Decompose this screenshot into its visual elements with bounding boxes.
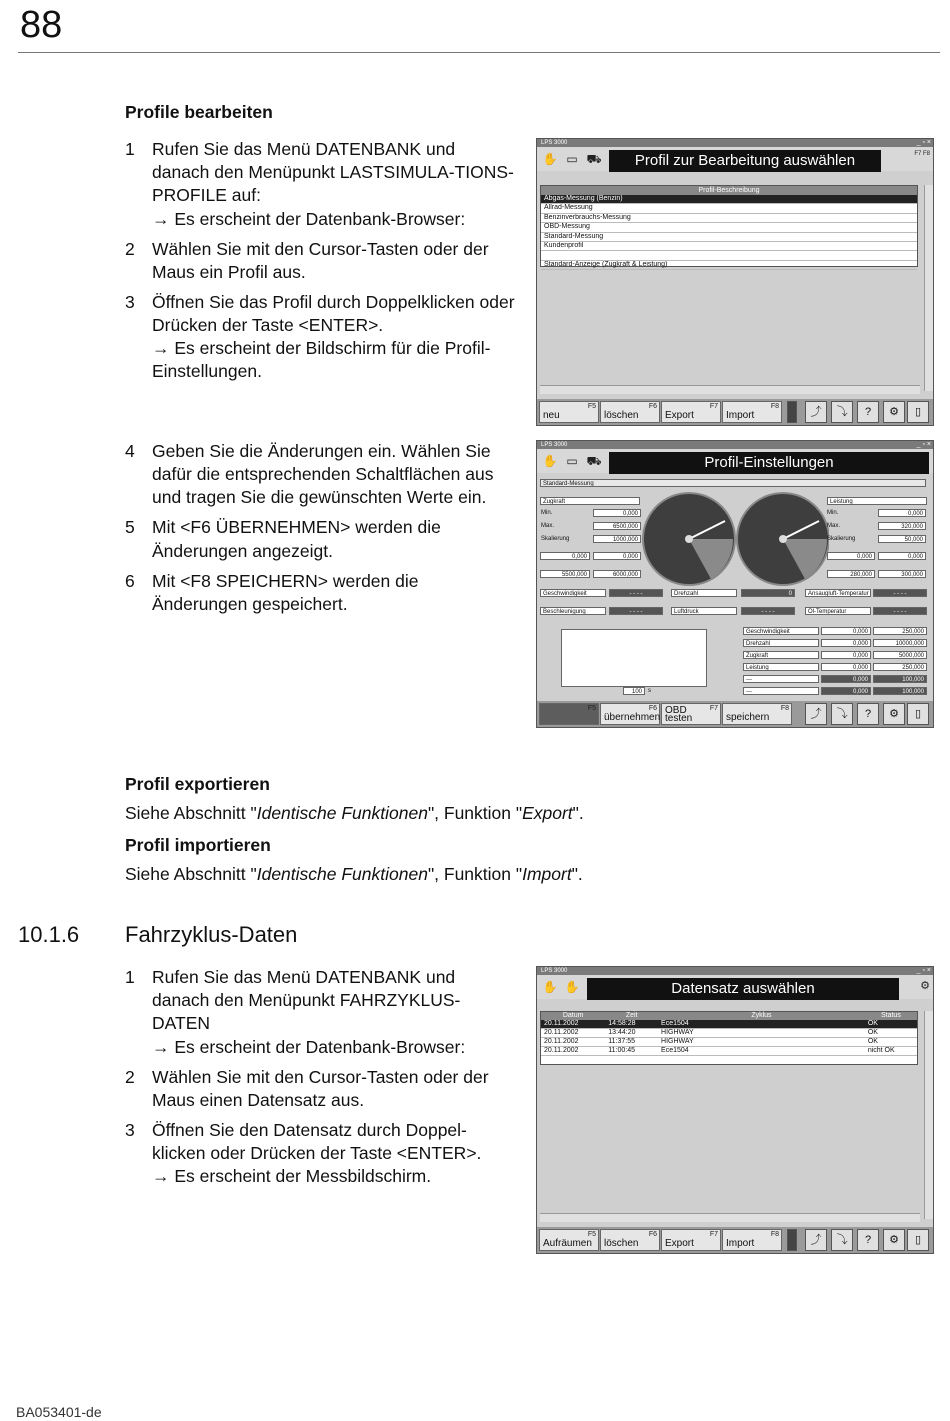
step-text: Öffnen Sie das Profil durch Doppelklicken oder Drücken der Taste <ENTER>. — [152, 291, 515, 336]
arrow-icon[interactable]: ⤴ — [805, 703, 827, 725]
hand-icon[interactable]: ✋ — [542, 152, 558, 166]
left-range-a[interactable]: 0,000 — [540, 552, 590, 560]
indicator-select[interactable]: Geschwindigkeit — [540, 589, 606, 597]
step-text: Öffnen Sie den Datensatz durch Doppel-klicken oder Drücken der Taste <ENTER>. — [152, 1119, 482, 1164]
table-cell: 14:58:28 — [605, 1020, 658, 1029]
step-text: Geben Sie die Änderungen ein. Wählen Sie dafür die entsprechenden Schaltflächen aus und tragen Sie die gewünschten Werte ein. — [152, 441, 494, 508]
import-text — [125, 864, 583, 885]
indicator-select[interactable]: Ansaugluft-Temperatur — [805, 589, 871, 597]
page-number: 88 — [20, 4, 63, 46]
arrow-icon[interactable]: ⤵ — [831, 1229, 853, 1251]
channel-select[interactable]: Geschwindigkeit — [743, 627, 819, 635]
fkey-delete-button[interactable] — [600, 1229, 660, 1251]
screen-title: Profil-Einstellungen — [609, 452, 929, 474]
right-min-input[interactable]: 0,000 — [878, 509, 926, 517]
help-icon[interactable]: ? — [857, 1229, 879, 1251]
exit-icon[interactable]: ▯ — [907, 703, 929, 725]
tools-icon[interactable]: ⚙ — [883, 401, 905, 423]
table-cell: 20.11.2002 — [541, 1038, 605, 1047]
car-icon[interactable]: ⛟ — [586, 454, 602, 468]
column-header[interactable]: Datum — [541, 1012, 605, 1020]
channel-max[interactable]: 5000,000 — [873, 651, 927, 659]
indicator-select[interactable]: Beschleunigung — [540, 607, 606, 615]
profile-list[interactable] — [540, 185, 918, 267]
gauges-graphic — [641, 491, 829, 587]
scale-label: Skalierung — [827, 536, 856, 542]
italic-ref: Identische Funktionen — [256, 864, 428, 884]
screen-title: Profil zur Bearbeitung auswählen — [609, 150, 881, 172]
vertical-scrollbar[interactable] — [924, 185, 933, 391]
scale-label: Skalierung — [541, 536, 570, 542]
arrow-icon[interactable]: ⤵ — [831, 703, 853, 725]
step-number: 6 — [125, 570, 135, 591]
app-name: LPS 3000 — [541, 442, 568, 448]
export-heading: Profil exportieren — [125, 774, 270, 794]
arrow-icon[interactable]: ⤵ — [831, 401, 853, 423]
table-cell: 20.11.2002 — [541, 1029, 605, 1038]
channel-max[interactable]: 100,000 — [873, 675, 927, 683]
fkey-number: F7 — [709, 705, 718, 712]
fkey-label: Import — [726, 1238, 755, 1249]
channel-max[interactable]: 250,000 — [873, 663, 927, 671]
fkey-export-button[interactable] — [661, 1229, 721, 1251]
list-header: Profil-Beschreibung — [541, 186, 917, 195]
profile-edit-heading: Profile bearbeiten — [125, 102, 273, 122]
step-number: 2 — [125, 238, 135, 259]
section-number: 10.1.6 — [18, 922, 80, 947]
steps-list-a — [125, 138, 517, 390]
step-number: 3 — [125, 1119, 135, 1140]
fkey-number: F8 — [780, 705, 789, 712]
table-row[interactable] — [541, 1020, 917, 1029]
fkey-label: Export — [665, 410, 694, 421]
vehicle-icon[interactable]: ▭ — [566, 454, 578, 468]
right-range-d[interactable]: 300,000 — [878, 570, 926, 578]
step-result: → Es erscheint der Bildschirm für die Profil-Einstellungen. — [152, 338, 491, 382]
left-scale-input[interactable]: 1000,000 — [593, 535, 641, 543]
hand-icon[interactable]: ✋ — [542, 980, 558, 994]
right-range-c[interactable]: 280,000 — [827, 570, 875, 578]
step-text: Mit <F8 SPEICHERN> werden die Änderungen gespeichert. — [152, 570, 419, 614]
fkey-empty-button[interactable] — [539, 703, 599, 725]
vehicle-icon[interactable]: ▭ — [566, 152, 578, 166]
left-range-c[interactable]: 5500,000 — [540, 570, 590, 578]
list-item[interactable]: Benzinverbrauchs-Messung — [541, 214, 917, 223]
step-result: → Es erscheint der Messbildschirm. — [152, 1166, 432, 1187]
list-item[interactable] — [541, 251, 917, 260]
window-titlebar — [537, 967, 933, 975]
right-range-a[interactable]: 0,000 — [827, 552, 875, 560]
tools-icon[interactable]: ⚙ — [883, 1229, 905, 1251]
italic-ref: Export — [522, 803, 573, 823]
fkey-label: löschen — [604, 410, 639, 421]
text-middle: ", Funktion " — [427, 803, 523, 823]
indicator-select[interactable]: Drehzahl — [671, 589, 737, 597]
app-name: LPS 3000 — [541, 140, 568, 146]
indicator-value: - - - - — [609, 589, 663, 597]
fkey-label: Aufräumen — [543, 1238, 592, 1249]
fkey-label: OBD testen — [665, 705, 693, 724]
step-result: → Es erscheint der Datenbank-Browser: — [152, 1036, 466, 1057]
step-number: 5 — [125, 517, 135, 538]
channel-select[interactable]: --- — [743, 687, 819, 695]
table-cell: OK — [865, 1038, 917, 1047]
max-label: Max. — [827, 523, 841, 529]
channel-select[interactable]: Leistung — [743, 663, 819, 671]
channel-max[interactable]: 100,000 — [873, 687, 927, 695]
fkey-import-button[interactable] — [722, 401, 782, 423]
column-header[interactable]: Zeit — [605, 1012, 658, 1020]
step-5 — [125, 516, 517, 562]
export-text — [125, 803, 584, 824]
fkey-new-button[interactable] — [539, 401, 599, 423]
screenshot-profile-settings — [536, 440, 934, 728]
fkey-label: übernehmen — [604, 712, 661, 723]
step-3 — [125, 291, 517, 384]
table-cell: 11:37:55 — [605, 1038, 658, 1047]
step-3 — [125, 1119, 517, 1189]
channel-min[interactable]: 0,000 — [821, 639, 871, 647]
fkey-obd-test-button[interactable] — [661, 703, 721, 725]
column-header[interactable]: Status — [865, 1012, 917, 1020]
list-item[interactable]: OBD-Messung — [541, 223, 917, 232]
table-cell: nicht OK — [865, 1047, 917, 1056]
table-cell: 11:00:45 — [605, 1047, 658, 1056]
step-number: 1 — [125, 139, 135, 159]
channel-max[interactable]: 250,000 — [873, 627, 927, 635]
fkey-number: F6 — [648, 403, 657, 410]
min-label: Min. — [541, 510, 553, 516]
step-number: 1 — [125, 967, 135, 987]
fkey-number: F5 — [587, 1231, 596, 1238]
list-item[interactable]: Standard-Anzeige (Zugkraft & Leistung) — [541, 261, 917, 270]
text-prefix: Siehe Abschnitt " — [125, 864, 257, 884]
indicator-value: - - - - — [873, 589, 927, 597]
hand-stop-icon[interactable]: ✋ — [564, 980, 580, 994]
step-2 — [125, 238, 517, 284]
max-label: Max. — [541, 523, 555, 529]
table-row[interactable] — [541, 1038, 917, 1047]
step-number: 3 — [125, 291, 135, 312]
channel-select[interactable]: Drehzahl — [743, 639, 819, 647]
time-input[interactable]: 100 — [623, 687, 645, 695]
channel-max[interactable]: 10000,000 — [873, 639, 927, 647]
help-icon[interactable]: ? — [857, 703, 879, 725]
screen-title: Datensatz auswählen — [587, 978, 899, 1000]
right-range-b[interactable]: 0,000 — [878, 552, 926, 560]
horizontal-scrollbar[interactable] — [540, 385, 920, 394]
table-cell: 20.11.2002 — [541, 1020, 605, 1029]
indicator-select[interactable]: Öl-Temperatur — [805, 607, 871, 615]
window-controls: _ ▫ × — [916, 441, 931, 448]
icon-bar — [537, 147, 933, 171]
list-item[interactable]: Kundenprofil — [541, 242, 917, 251]
channel-select[interactable]: --- — [743, 675, 819, 683]
dataset-table[interactable] — [540, 1011, 918, 1065]
indicator-value: - - - - — [741, 607, 795, 615]
profile-name-field[interactable]: Standard-Messung — [540, 479, 926, 487]
fkey-save-button[interactable] — [722, 703, 792, 725]
window-controls: _ ▫ × — [916, 967, 931, 974]
step-text: Wählen Sie mit den Cursor-Tasten oder der Maus einen Datensatz aus. — [152, 1066, 489, 1110]
indicator-value: - - - - — [609, 607, 663, 615]
fkey-f7-f8-icons[interactable]: F7 F8 — [914, 151, 930, 157]
text-middle: ", Funktion " — [427, 864, 523, 884]
import-heading: Profil importieren — [125, 835, 271, 855]
fkey-number: F5 — [587, 705, 596, 712]
function-key-bar — [537, 399, 933, 425]
step-text: Mit <F6 ÜBERNEHMEN> werden die Änderungen angezeigt. — [152, 517, 441, 561]
fkey-delete-button[interactable] — [600, 401, 660, 423]
step-text: Rufen Sie das Menü DATENBANK und danach den Menüpunkt LASTSIMULA-TIONS-PROFILE auf: — [152, 139, 514, 206]
indicator-value: 0 — [741, 589, 795, 597]
fkey-number: F7 — [709, 1231, 718, 1238]
graph-area — [561, 629, 707, 687]
window-controls: _ ▫ × — [916, 139, 931, 146]
table-cell: Ece1504 — [658, 1020, 865, 1029]
fkey-label: Import — [726, 410, 755, 421]
step-2 — [125, 1066, 517, 1112]
section-title: Fahrzyklus-Daten — [125, 922, 298, 947]
fkey-number: F6 — [648, 705, 657, 712]
left-range-b[interactable]: 0,000 — [593, 552, 641, 560]
fkey-label: Export — [665, 1238, 694, 1249]
fkey-label: speichern — [726, 712, 770, 723]
indicator-value: - - - - — [873, 607, 927, 615]
vertical-scrollbar[interactable] — [924, 1011, 933, 1219]
text-prefix: Siehe Abschnitt " — [125, 803, 257, 823]
fkey-cleanup-button[interactable] — [539, 1229, 599, 1251]
step-6 — [125, 570, 517, 616]
step-text: Rufen Sie das Menü DATENBANK und danach den Menüpunkt FAHRZYKLUS-DATEN — [152, 967, 461, 1034]
table-cell: HIGHWAY — [658, 1029, 865, 1038]
screenshot-profile-select — [536, 138, 934, 426]
arrow-icon[interactable]: ⤴ — [805, 1229, 827, 1251]
left-range-d[interactable]: 6000,000 — [593, 570, 641, 578]
list-item[interactable]: Allrad-Messung — [541, 204, 917, 213]
fkey-label: neu — [543, 410, 560, 421]
fkey-number: F8 — [770, 1231, 779, 1238]
list-item[interactable]: Abgas-Messung (Benzin) — [541, 195, 917, 204]
window-titlebar — [537, 441, 933, 449]
fkey-apply-button[interactable] — [600, 703, 660, 725]
app-name: LPS 3000 — [541, 968, 568, 974]
indicator-select[interactable]: Luftdruck — [671, 607, 737, 615]
function-key-bar — [537, 1227, 933, 1253]
right-gauge-select[interactable]: Leistung — [827, 497, 927, 505]
time-unit: s — [648, 688, 651, 694]
left-min-input[interactable]: 0,000 — [593, 509, 641, 517]
list-item[interactable]: Standard-Messung — [541, 233, 917, 242]
italic-ref: Import — [522, 864, 572, 884]
steps-list-c — [125, 966, 517, 1195]
table-cell: HIGHWAY — [658, 1038, 865, 1047]
fkey-label: löschen — [604, 1238, 639, 1249]
fkey-number: F6 — [648, 1231, 657, 1238]
exit-icon[interactable]: ▯ — [907, 401, 929, 423]
screenshot-dataset-select — [536, 966, 934, 1254]
help-icon[interactable]: ? — [857, 401, 879, 423]
italic-ref: Identische Funktionen — [256, 803, 428, 823]
fkey-number: F5 — [587, 403, 596, 410]
car-icon[interactable]: ⛟ — [586, 152, 602, 166]
text-suffix: ". — [572, 803, 584, 823]
step-4 — [125, 440, 517, 510]
channel-min[interactable]: 0,000 — [821, 651, 871, 659]
horizontal-scrollbar[interactable] — [540, 1213, 920, 1222]
document-id: BA053401-de — [16, 1404, 102, 1420]
step-text: Wählen Sie mit den Cursor-Tasten oder der Maus ein Profil aus. — [152, 238, 489, 282]
table-row[interactable] — [541, 1029, 917, 1038]
fkey-import-button[interactable] — [722, 1229, 782, 1251]
table-cell: 13:44:20 — [605, 1029, 658, 1038]
exit-icon[interactable]: ▯ — [907, 1229, 929, 1251]
left-gauge-select[interactable]: Zugkraft — [540, 497, 640, 505]
arrow-icon[interactable]: ⤴ — [805, 401, 827, 423]
right-scale-input[interactable]: 50,000 — [878, 535, 926, 543]
left-max-input[interactable]: 6500,000 — [593, 522, 641, 530]
right-max-input[interactable]: 320,000 — [878, 522, 926, 530]
channel-min[interactable]: 0,000 — [821, 627, 871, 635]
channel-select[interactable]: Zugkraft — [743, 651, 819, 659]
channel-min[interactable]: 0,000 — [821, 675, 871, 683]
window-titlebar — [537, 139, 933, 147]
steps-list-b — [125, 440, 517, 623]
step-result: → Es erscheint der Datenbank-Browser: — [152, 208, 466, 229]
fkey-number: F8 — [770, 403, 779, 410]
column-header[interactable]: Zyklus — [658, 1012, 865, 1020]
tools-icon[interactable]: ⚙ — [920, 980, 930, 992]
hand-icon[interactable]: ✋ — [542, 454, 558, 468]
channel-min[interactable]: 0,000 — [821, 687, 871, 695]
table-cell: OK — [865, 1020, 917, 1029]
table-cell: Ece1504 — [658, 1047, 865, 1056]
separator-block — [787, 1229, 797, 1251]
tools-icon[interactable]: ⚙ — [883, 703, 905, 725]
table-row[interactable] — [541, 1047, 917, 1056]
min-label: Min. — [827, 510, 839, 516]
text-suffix: ". — [571, 864, 583, 884]
separator-block — [787, 401, 797, 423]
icon-bar — [537, 975, 933, 999]
icon-bar — [537, 449, 933, 473]
step-1 — [125, 138, 517, 231]
fkey-number: F7 — [709, 403, 718, 410]
step-1 — [125, 966, 517, 1059]
fkey-export-button[interactable] — [661, 401, 721, 423]
channel-min[interactable]: 0,000 — [821, 663, 871, 671]
step-number: 2 — [125, 1066, 135, 1087]
function-key-bar — [537, 701, 933, 727]
table-cell: OK — [865, 1029, 917, 1038]
table-cell: 20.11.2002 — [541, 1047, 605, 1056]
header-rule — [18, 52, 940, 53]
step-number: 4 — [125, 441, 135, 461]
